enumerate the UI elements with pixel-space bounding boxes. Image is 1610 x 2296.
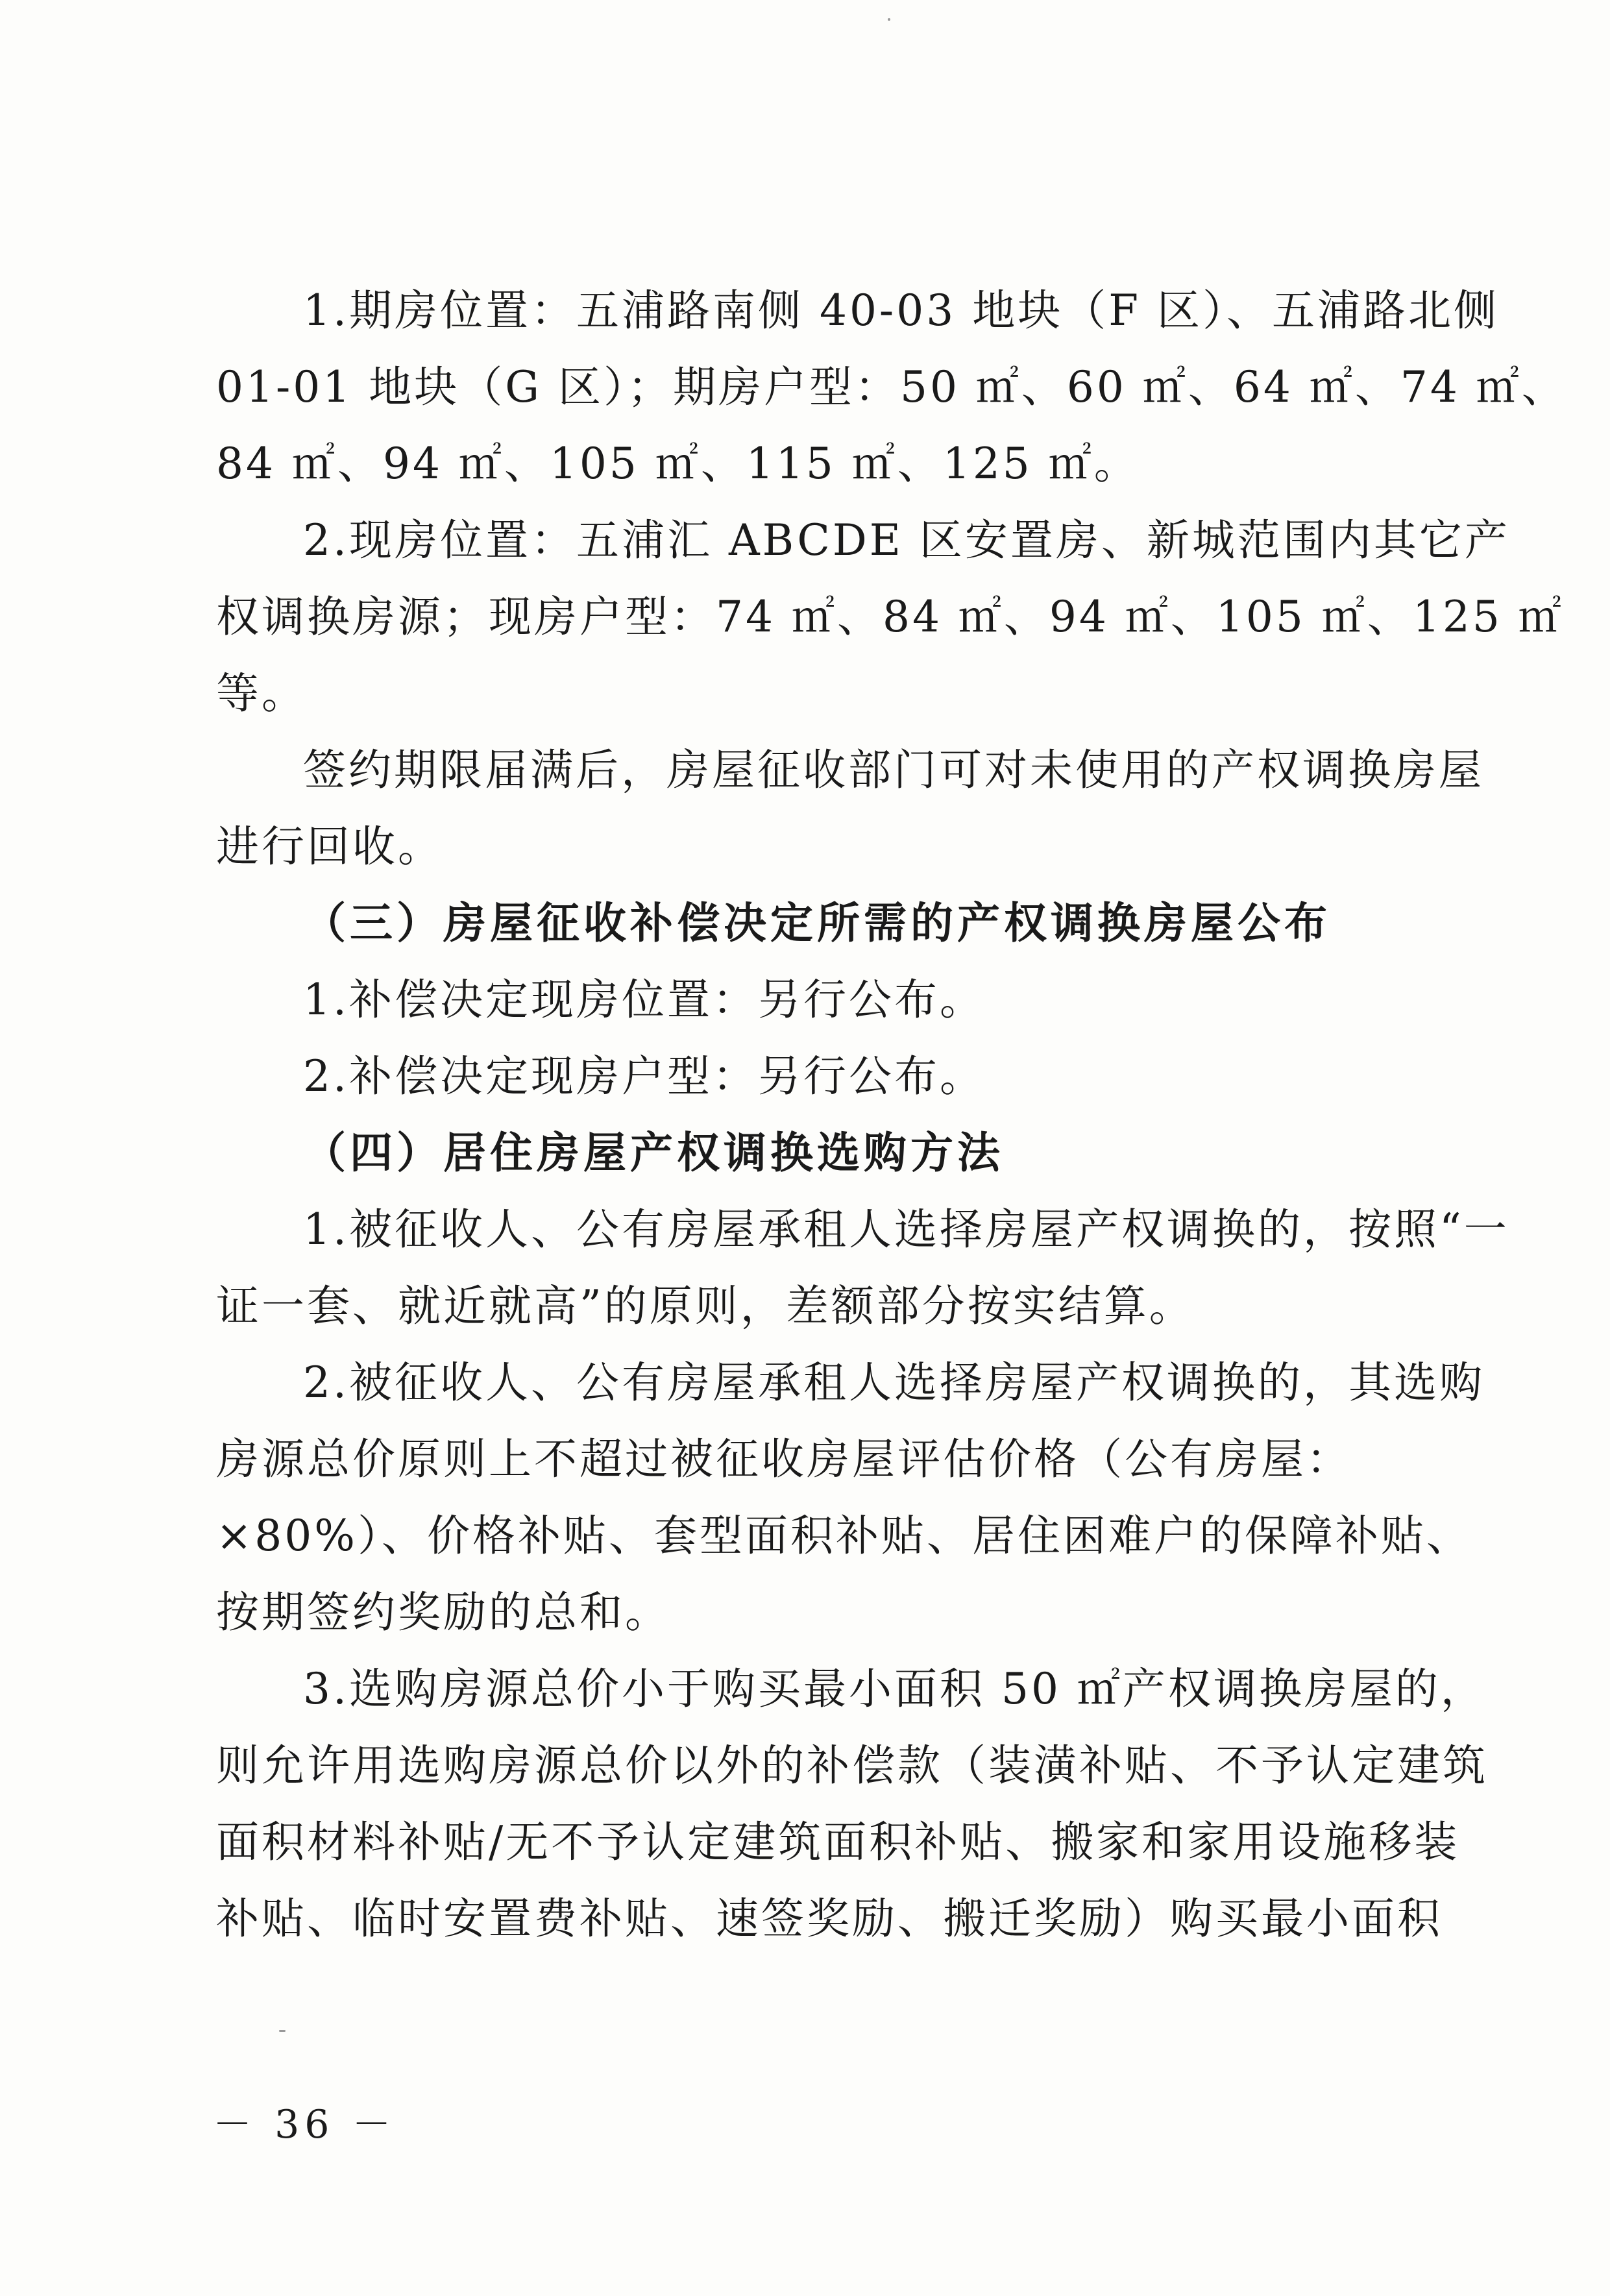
text-line: 等。 <box>216 668 307 718</box>
text-line: 84 ㎡、94 ㎡、105 ㎡、115 ㎡、125 ㎡。 <box>216 439 1140 489</box>
text-line: 补贴、临时安置费补贴、速签奖励、搬迁奖励）购买最小面积 <box>216 1894 1443 1944</box>
scan-speck <box>279 2030 286 2032</box>
section-heading-4: （四）居住房屋产权调换选购方法 <box>303 1128 1004 1178</box>
text-line: 2.补偿决定现房户型：另行公布。 <box>303 1051 985 1101</box>
text-line: 1.补偿决定现房位置：另行公布。 <box>303 975 985 1025</box>
text-line: 签约期限届满后，房屋征收部门可对未使用的产权调换房屋 <box>303 745 1484 795</box>
text-line: 则允许用选购房源总价以外的补偿款（装潢补贴、不予认定建筑 <box>216 1740 1488 1790</box>
body-text <box>216 273 1567 1957</box>
text-line: 权调换房源；现房户型：74 ㎡、84 ㎡、94 ㎡、105 ㎡、125 ㎡ <box>216 592 1564 642</box>
text-line: 1.被征收人、公有房屋承租人选择房屋产权调换的，按照“一 <box>303 1204 1509 1254</box>
text-line: 房源总价原则上不超过被征收房屋评估价格（公有房屋： <box>216 1434 1352 1484</box>
section-heading-3: （三）房屋征收补偿决定所需的产权调换房屋公布 <box>303 898 1331 948</box>
text-line: ×80%）、价格补贴、套型面积补贴、居住困难户的保障补贴、 <box>216 1511 1472 1561</box>
text-line: 2.被征收人、公有房屋承租人选择房屋产权调换的，其选购 <box>303 1358 1485 1408</box>
text-line: 01-01 地块（G 区）；期房户型：50 ㎡、60 ㎡、64 ㎡、74 ㎡、 <box>216 362 1567 412</box>
text-line: 进行回收。 <box>216 822 443 872</box>
page-number: － 36 － <box>213 2102 396 2147</box>
text-line: 1.期房位置：五浦路南侧 40-03 地块（F 区）、五浦路北侧 <box>303 286 1499 336</box>
scan-speck <box>888 18 890 21</box>
text-line: 2.现房位置：五浦汇 ABCDE 区安置房、新城范围内其它产 <box>303 515 1510 565</box>
text-line: 3.选购房源总价小于购买最小面积 50 ㎡产权调换房屋的， <box>303 1664 1486 1714</box>
text-line: 面积材料补贴/无不予认定建筑面积补贴、搬家和家用设施移装 <box>216 1817 1460 1867</box>
text-line: 按期签约奖励的总和。 <box>216 1587 670 1637</box>
text-line: 证一套、就近就高”的原则，差额部分按实结算。 <box>216 1281 1195 1331</box>
